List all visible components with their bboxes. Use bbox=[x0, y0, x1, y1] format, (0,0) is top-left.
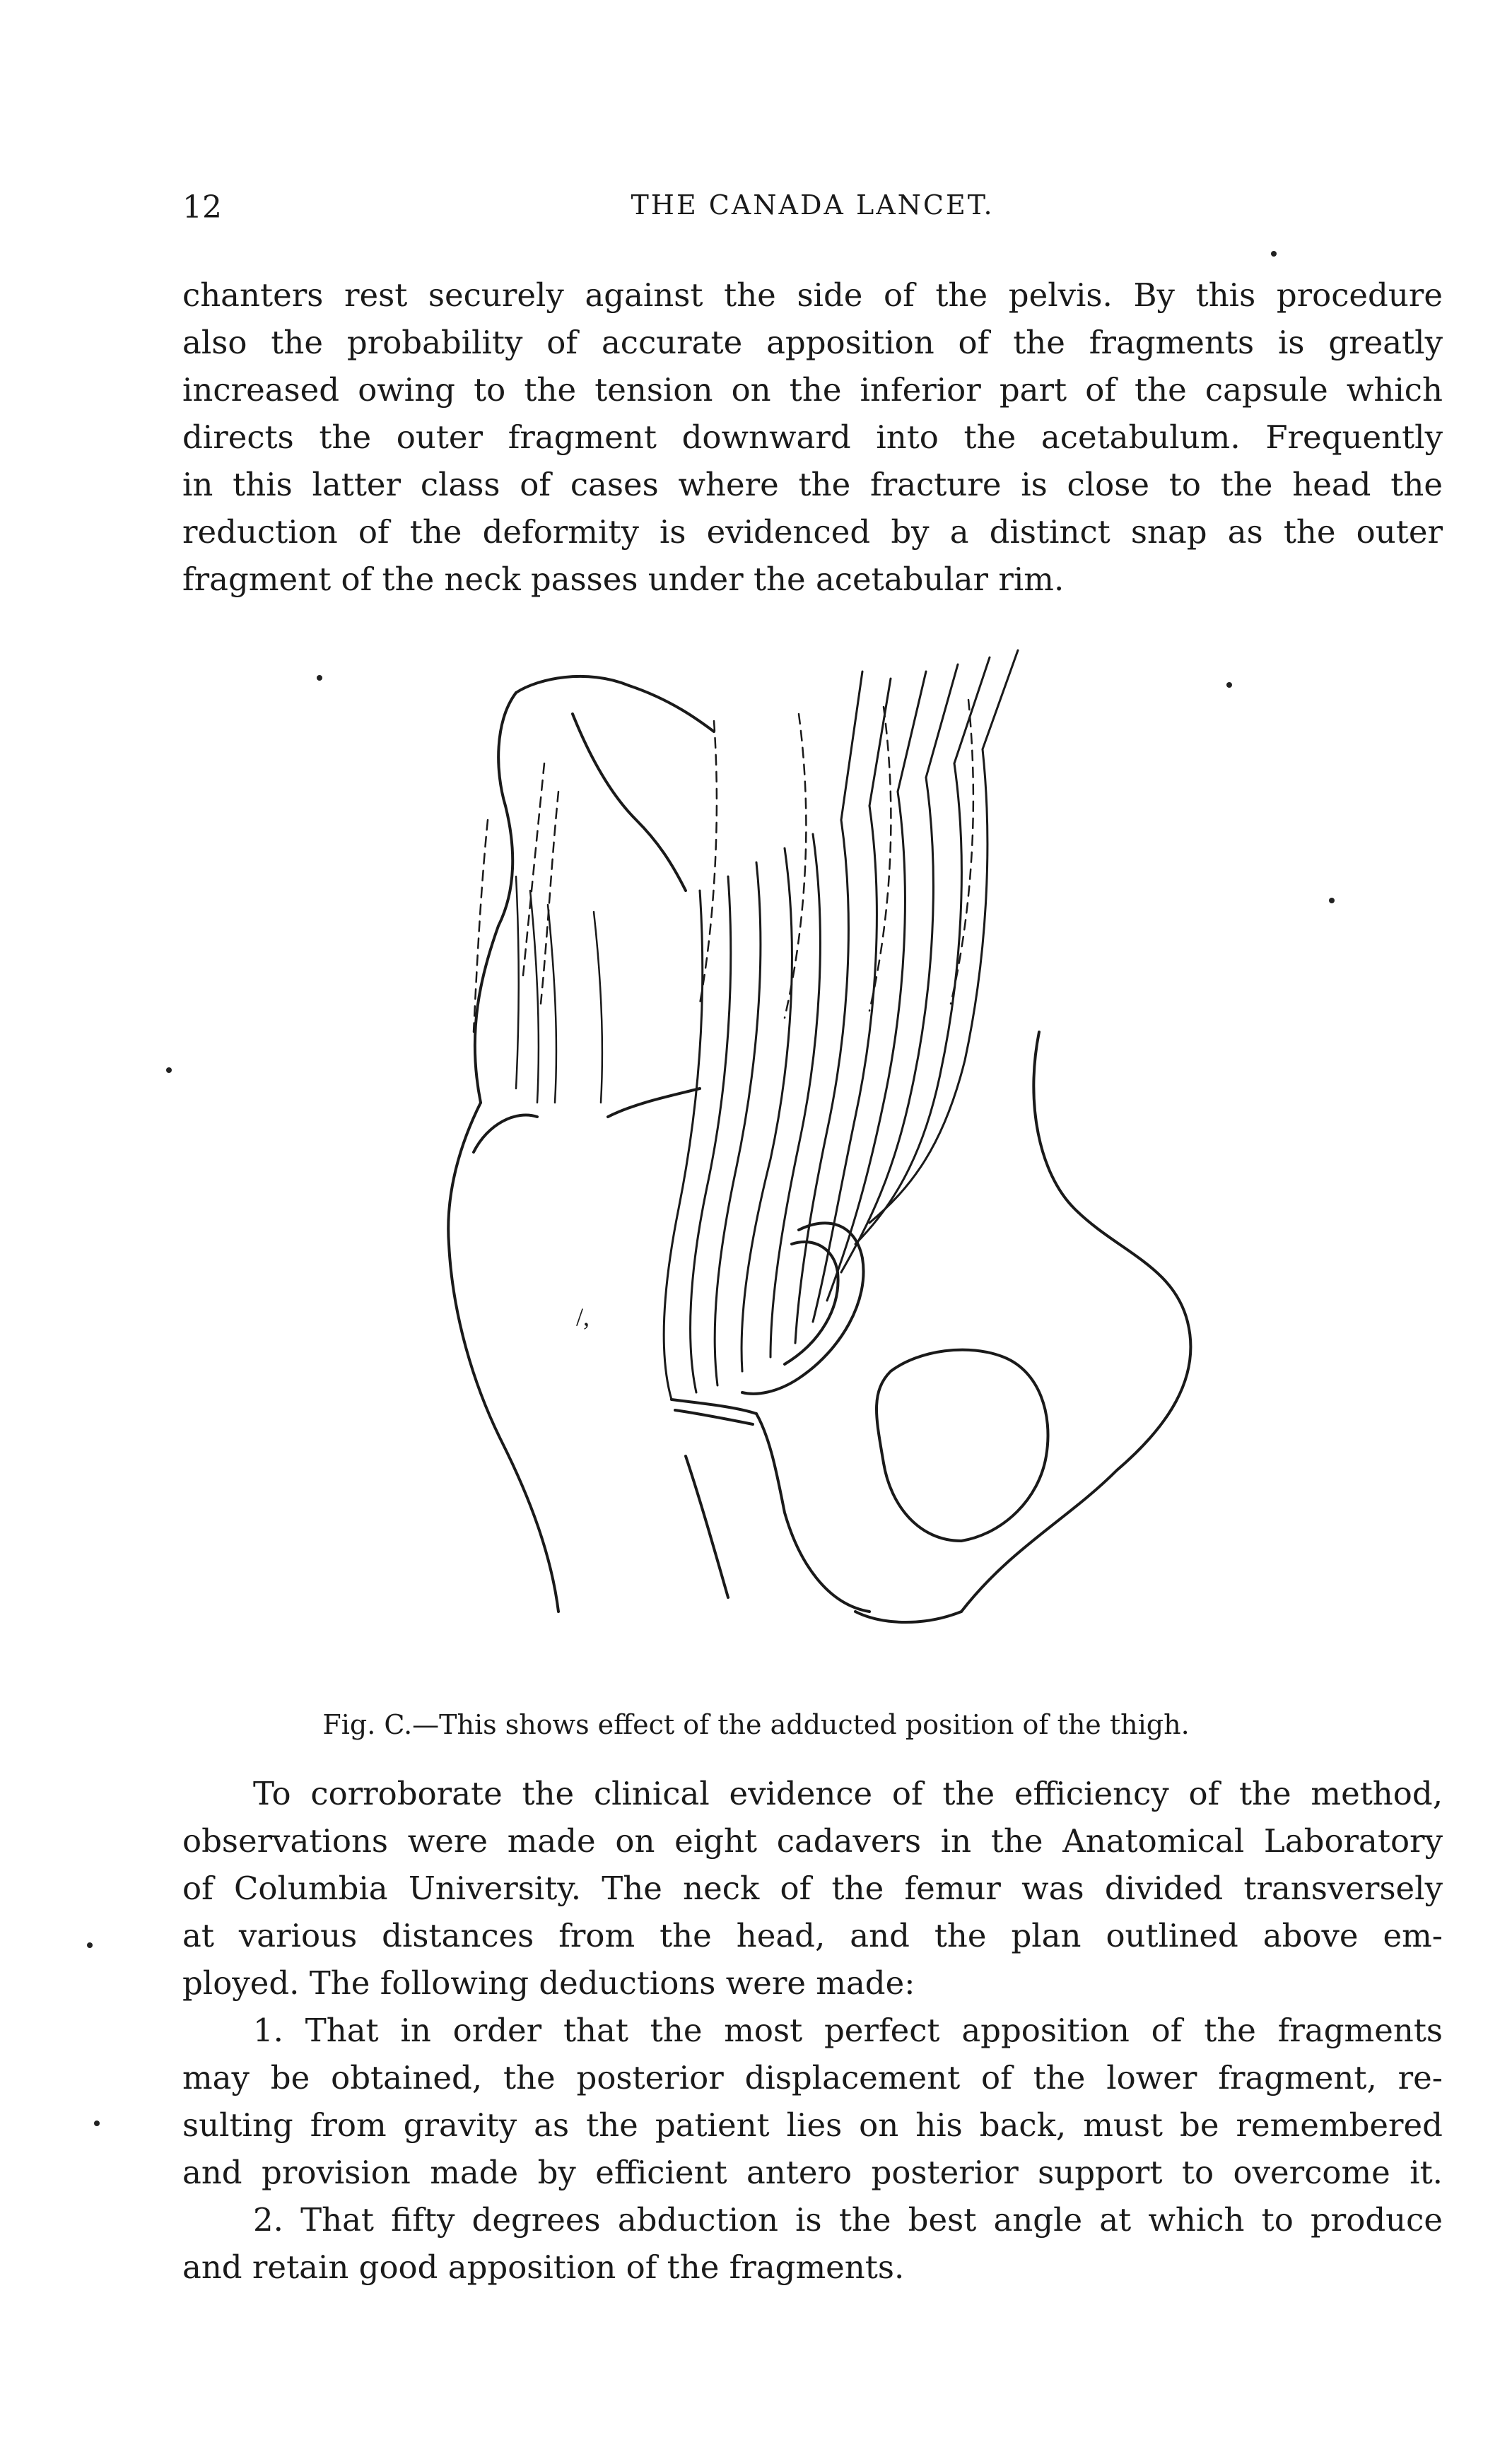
text-line: ployed. The following deductions were made: bbox=[182, 1964, 915, 2002]
text-line: in this latter class of cases where the fracture is close to the head the bbox=[182, 466, 1443, 503]
text-line: fragment of the neck passes under the acetabular rim. bbox=[182, 561, 1065, 598]
hip-joint-illustration bbox=[304, 608, 1223, 1703]
text-line: directs the outer fragment downward into the acetabulum. Frequently bbox=[182, 418, 1443, 456]
text-line: reduction of the deformity is evidenced by a distinct snap as the outer bbox=[182, 513, 1443, 551]
print-speck bbox=[1329, 898, 1335, 903]
text-line: chanters rest securely against the side of the pelvis. By this procedure bbox=[182, 276, 1443, 314]
top-paragraph bbox=[182, 271, 1443, 603]
page-number: 12 bbox=[182, 189, 222, 225]
text-line: To corroborate the clinical evidence of the efficiency of the method, bbox=[253, 1775, 1443, 1812]
page-header bbox=[182, 189, 1443, 232]
print-speck bbox=[1226, 682, 1232, 688]
deduction-2-line: 2. That fifty degrees abduction is the best angle at which to produce bbox=[253, 2201, 1443, 2239]
deduction-2-line: and retain good apposition of the fragments. bbox=[182, 2248, 905, 2286]
deduction-1-line: sulting from gravity as the patient lies on his back, must be remembered bbox=[182, 2106, 1443, 2144]
deduction-1-line: may be obtained, the posterior displacement of the lower fragment, re- bbox=[182, 2059, 1443, 2096]
figure-caption: Fig. C.—This shows effect of the adducted position of the thigh. bbox=[322, 1709, 1190, 1740]
print-speck bbox=[1271, 251, 1277, 257]
print-speck bbox=[166, 1067, 172, 1073]
print-speck bbox=[317, 675, 322, 681]
running-head: THE CANADA LANCET. bbox=[631, 189, 995, 221]
text-line: observations were made on eight cadavers in the Anatomical Laboratory bbox=[182, 1822, 1443, 1860]
text-line: also the probability of accurate apposition of the fragments is greatly bbox=[182, 324, 1443, 361]
deduction-1-line: and provision made by efficient antero posterior support to overcome it. bbox=[182, 2154, 1443, 2191]
body-paragraph bbox=[182, 1770, 1443, 2291]
print-speck bbox=[87, 1942, 93, 1948]
figure-mark: /, bbox=[576, 1303, 590, 1331]
text-line: increased owing to the tension on the inferior part of the capsule which bbox=[182, 371, 1443, 409]
print-speck bbox=[94, 2121, 100, 2126]
deduction-1-line: 1. That in order that the most perfect apposition of the fragments bbox=[253, 2012, 1443, 2049]
text-line: of Columbia University. The neck of the femur was divided transversely bbox=[182, 1870, 1443, 1907]
text-line: at various distances from the head, and the plan outlined above em- bbox=[182, 1917, 1443, 1954]
